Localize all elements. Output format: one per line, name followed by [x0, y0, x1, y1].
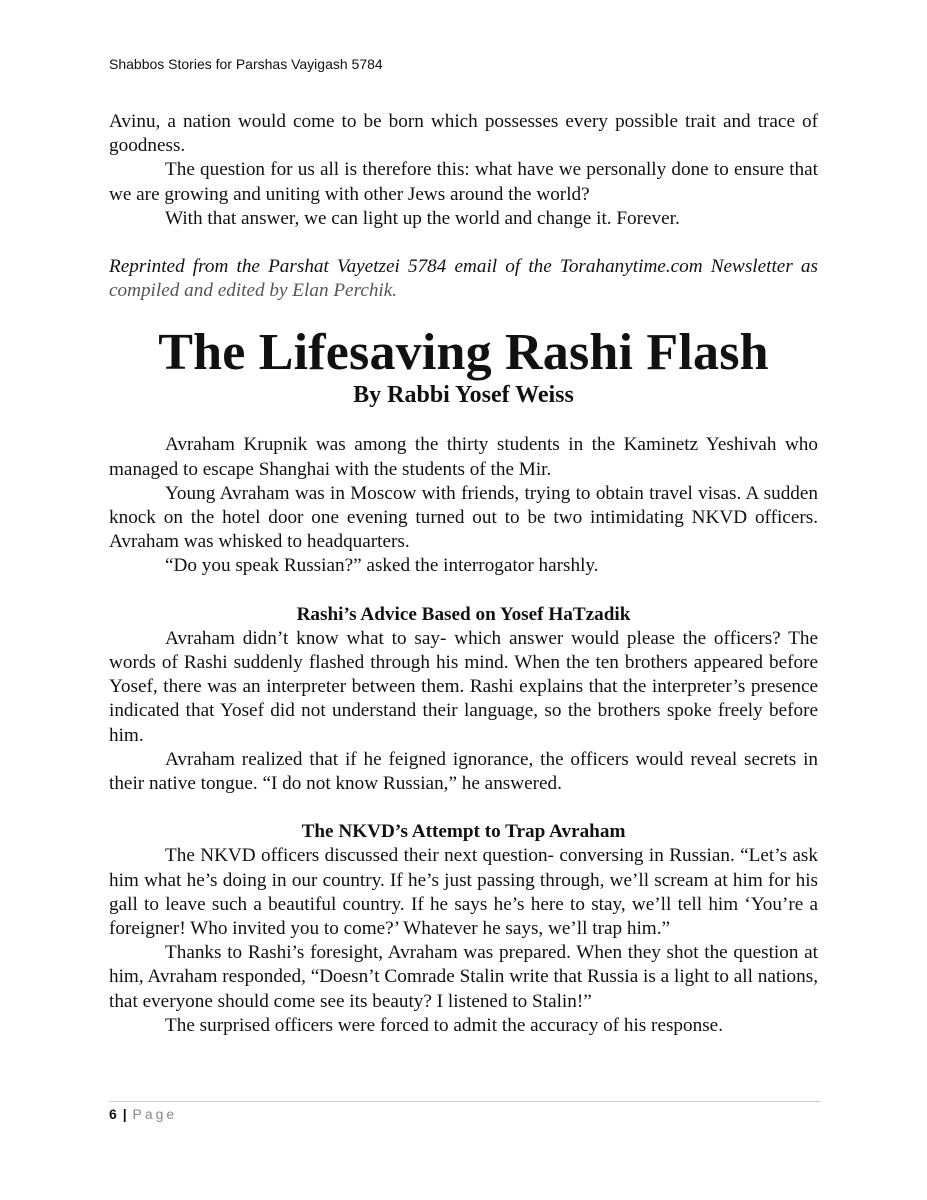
- section2-paragraph-2: Thanks to Rashi’s foresight, Avraham was prepared. When they shot the question at him, Avraham responded, “Doesn’t Comrade Stalin write that Russia is a light to all nations, that everyone should come see its beauty? I listened to Stalin!”: [109, 942, 818, 1012]
- section2-paragraph-1: The NKVD officers discussed their next question- conversing in Russian. “Let’s ask him what he’s doing in our country. If he’s just passing through, we’ll scream at him for his gall to leave such a beautiful country. If he says he’s here to stay, we’ll tell him ‘You’re a foreigner! Who invited you to come?’ Whatever he says, we’ll trap him.”: [109, 845, 818, 940]
- page-footer: [109, 1106, 177, 1122]
- reprint-note: [109, 255, 818, 303]
- footer-separator: |: [122, 1106, 127, 1122]
- article-title: The Lifesaving Rashi Flash: [158, 324, 769, 382]
- section1-paragraph-1: Avraham didn’t know what to say- which answer would please the officers? The words of Rashi suddenly flashed through his mind. When the ten brothers appeared before Yosef, there was an interpreter between them. Rashi explains that the interpreter’s presence indicated that Yosef did not understand their language, so the brothers spoke freely before him.: [109, 627, 818, 746]
- intro-paragraph-3: With that answer, we can light up the world and change it. Forever.: [165, 207, 680, 229]
- page-number: 6: [109, 1106, 117, 1122]
- footer-divider: [109, 1101, 821, 1102]
- page-label: Page: [132, 1106, 178, 1122]
- reprint-credit: compiled and edited by Elan Perchik.: [109, 280, 398, 302]
- reprint-text: Reprinted from the Parshat Vayetzei 5784 email of the Torahanytime.com Newsletter as: [109, 256, 818, 278]
- section-heading-nkvd: The NKVD’s Attempt to Trap Avraham: [301, 821, 626, 843]
- article-paragraph-2: Young Avraham was in Moscow with friends, trying to obtain travel visas. A sudden knock on the hotel door one evening turned out to be two intimidating NKVD officers. Avraham was whisked to headquarters.: [109, 482, 818, 553]
- article-byline: By Rabbi Yosef Weiss: [353, 382, 574, 409]
- section-heading-rashi: Rashi’s Advice Based on Yosef HaTzadik: [296, 603, 631, 625]
- article-paragraph-1: Avraham Krupnik was among the thirty students in the Kaminetz Yeshivah who managed to escape Shanghai with the students of the Mir.: [109, 434, 818, 480]
- intro-paragraph-2: The question for us all is therefore this: what have we personally done to ensure that we are growing and uniting with other Jews around the world?: [109, 159, 818, 205]
- page-content: [109, 110, 818, 1038]
- section2-paragraph-3: The surprised officers were forced to admit the accuracy of his response.: [165, 1014, 723, 1036]
- article-paragraph-3: “Do you speak Russian?” asked the interrogator harshly.: [165, 555, 599, 577]
- section1-paragraph-2: Avraham realized that if he feigned ignorance, the officers would reveal secrets in their native tongue. “I do not know Russian,” he answered.: [109, 748, 818, 795]
- intro-paragraph-1: Avinu, a nation would come to be born which possesses every possible trait and trace of goodness.: [109, 111, 818, 157]
- running-header: Shabbos Stories for Parshas Vayigash 5784: [109, 56, 383, 72]
